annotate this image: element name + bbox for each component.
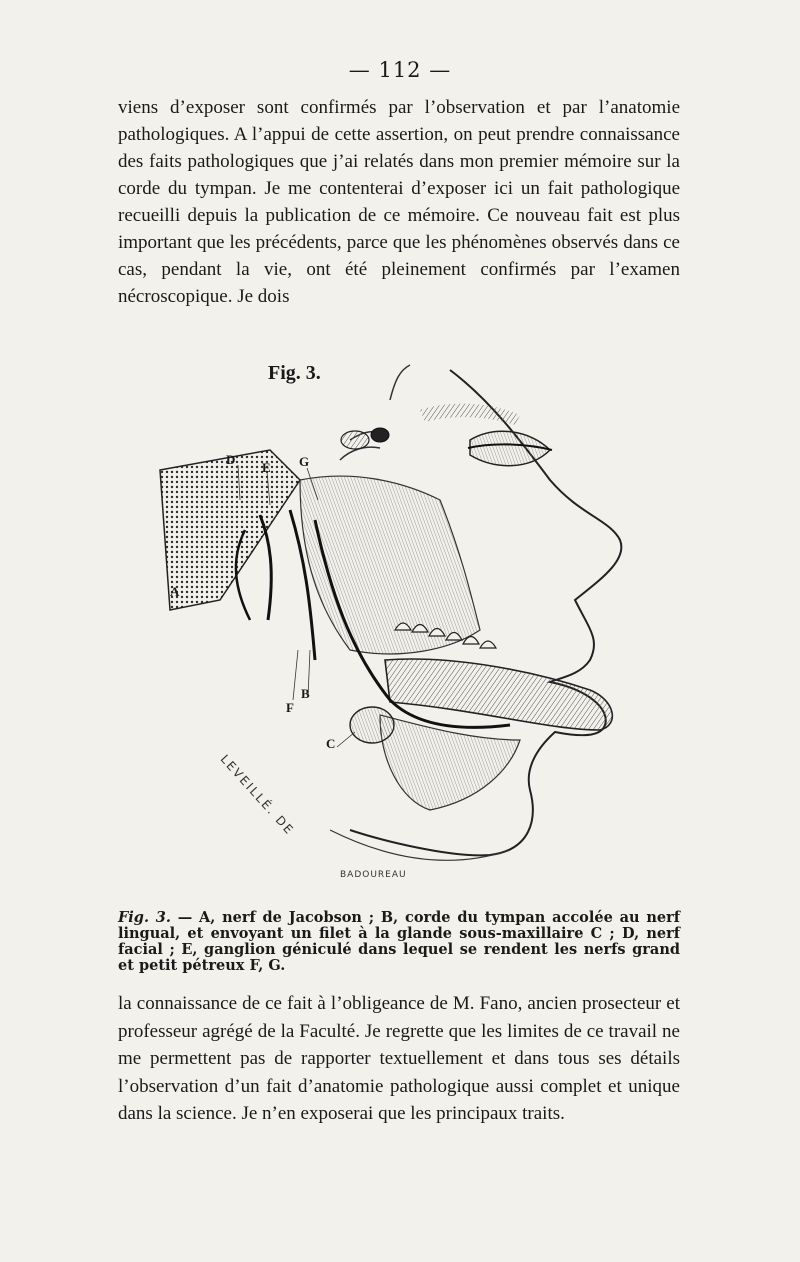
engraver-signature-2: BADOUREAU [340, 870, 407, 880]
ganglion [341, 431, 369, 449]
label-a: A [170, 584, 180, 599]
page-number: — 112 — [348, 58, 452, 82]
label-b: B [301, 686, 310, 701]
label-f: F [286, 700, 294, 715]
anatomical-illustration [150, 330, 670, 900]
label-e: E [262, 460, 271, 475]
label-c: C [326, 736, 336, 751]
lower-jaw [380, 715, 520, 810]
paragraph-bottom: la connaissance de ce fait à l’obligeance de M. Fano, ancien prosecteur et professeur agrégé de la Faculté. Je regrette que les limites de ce travail ne me permettent pas de rapporter textuellement et dans tous ses détails l’observation d’un fait d’anatomie pathologique aussi complet et unique dans la science. Je n’en exposerai que les principaux traits. [118, 993, 680, 1124]
caption-figure-ref: Fig. 3. [118, 909, 171, 926]
label-d: D [226, 452, 236, 467]
engraver-signature: LEVEILLÉ. DE [217, 752, 297, 838]
label-g: G [299, 454, 310, 469]
closed-eye [470, 431, 550, 465]
figure-title: Fig. 3. [268, 362, 321, 384]
head-dissection-drawing [150, 330, 670, 900]
figure-caption [118, 910, 680, 974]
submaxillary-gland [350, 707, 394, 743]
paragraph-top: viens d’exposer sont confirmés par l’observation et par l’anatomie pathologiques. A l’appui de cette assertion, on peut prendre connaissance des faits pathologiques que j’ai relatés dans mon premier mémoire sur la corde du tympan. Je me contenterai d’exposer ici un fait pathologique recueilli depuis la publication de ce mémoire. Ce nouveau fait est plus important que les précédents, parce que les phénomènes observés dans ce cas, pendant la vie, ont été pleinement confirmés par l’examen nécroscopique. Je dois [118, 97, 680, 307]
caption-text: — A, nerf de Jacobson ; B, corde du tympan accolée au nerf lingual, et envoyant un filet à la glande sous-maxillaire C ; D, nerf facial ; E, ganglion géniculé dans lequel se rendent les nerfs grand et petit pétreux F, G. [118, 909, 680, 974]
skull-bone [160, 450, 300, 610]
